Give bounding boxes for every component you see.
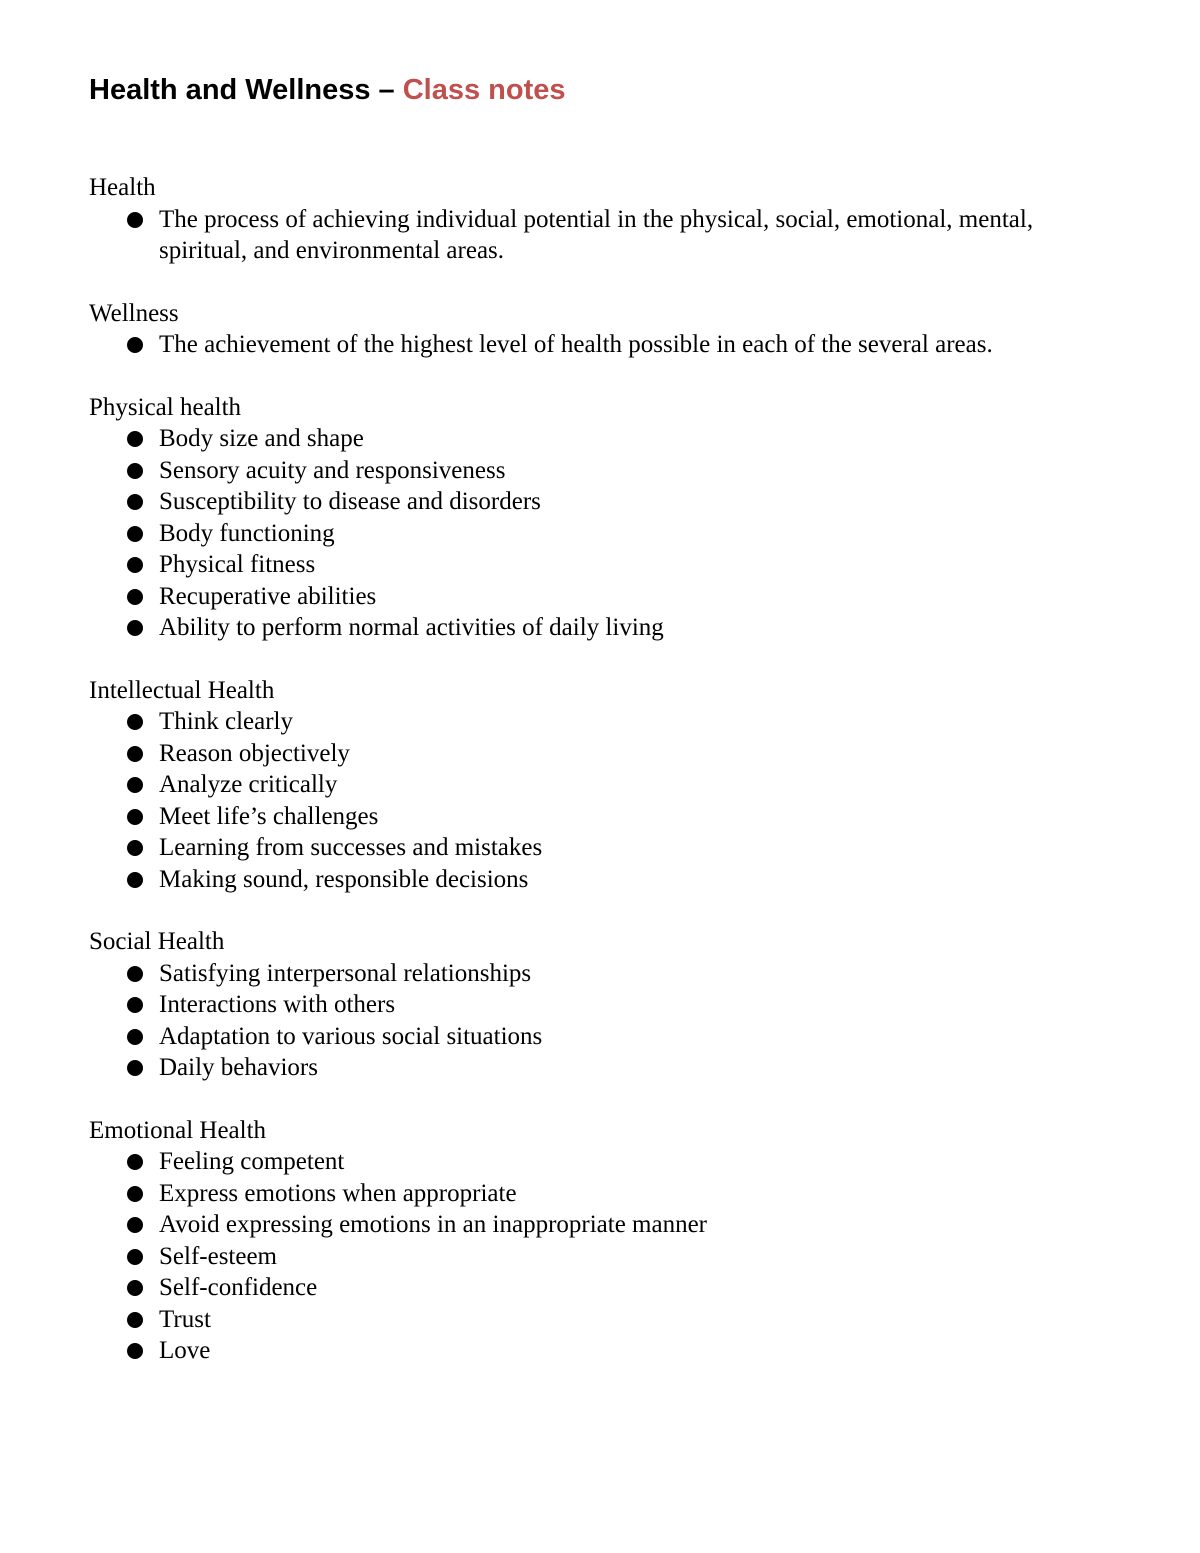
list-item-text: Learning from successes and mistakes xyxy=(159,834,543,861)
bullet-icon xyxy=(127,620,143,636)
list-item xyxy=(89,832,1119,864)
list-item xyxy=(89,549,1119,581)
list-item-text: Sensory acuity and responsiveness xyxy=(159,456,506,484)
section-heading: Health xyxy=(89,174,156,201)
bullet-icon xyxy=(127,1060,143,1076)
list-item-text: Interactions with others xyxy=(159,991,396,1018)
list-item xyxy=(89,486,1119,518)
list-item xyxy=(89,769,1119,801)
title-main: Health and Wellness – xyxy=(89,74,403,106)
section-heading: Emotional Health xyxy=(89,1116,267,1144)
list-item-text: Adaptation to various social situations xyxy=(159,1022,543,1050)
bullet-icon xyxy=(127,840,143,856)
list-item-text: Analyze critically xyxy=(159,771,338,798)
list-item-text: Ability to perform normal activities of daily living xyxy=(159,614,664,641)
list-item xyxy=(89,864,1119,896)
list-item xyxy=(89,455,1119,487)
section-wellness xyxy=(89,298,1119,361)
list-item xyxy=(89,1241,1119,1273)
list-item xyxy=(89,204,1119,267)
list-item-text: The process of achieving individual potential in the physical, social, emotional, mental, spiritual, and environmental areas. xyxy=(159,205,1034,264)
bullet-icon xyxy=(127,494,143,510)
list-item xyxy=(89,1304,1119,1336)
title-accent: Class notes xyxy=(402,74,566,106)
list-item xyxy=(89,518,1119,550)
bullet-icon xyxy=(127,777,143,793)
list-item xyxy=(89,1272,1119,1304)
list-item-text: Susceptibility to disease and disorders xyxy=(159,488,541,515)
list-item-text: Meet life’s challenges xyxy=(159,802,379,830)
list-item-text: Think clearly xyxy=(159,708,293,735)
bullet-icon xyxy=(127,1029,143,1045)
list-item-text: Love xyxy=(159,1337,211,1364)
list-item-text: Body size and shape xyxy=(159,425,364,452)
list-item xyxy=(89,1335,1119,1367)
list-item-text: Daily behaviors xyxy=(159,1054,318,1081)
bullet-icon xyxy=(127,557,143,573)
list-item-text: Trust xyxy=(159,1305,211,1333)
list-item xyxy=(89,801,1119,833)
list-item xyxy=(89,329,1119,361)
bullet-icon xyxy=(127,714,143,730)
bullet-list xyxy=(89,329,1119,361)
list-item xyxy=(89,706,1119,738)
bullet-icon xyxy=(127,463,143,479)
bullet-list xyxy=(89,423,1119,644)
list-item-text: Self-confidence xyxy=(159,1274,318,1301)
bullet-list xyxy=(89,204,1119,267)
section-intellectual-health xyxy=(89,675,1119,896)
list-item-text: Body functioning xyxy=(159,519,335,547)
bullet-icon xyxy=(127,431,143,447)
list-item xyxy=(89,1052,1119,1084)
bullet-list xyxy=(89,1146,1119,1367)
bullet-icon xyxy=(127,809,143,825)
bullet-icon xyxy=(127,1249,143,1265)
list-item-text: Recuperative abilities xyxy=(159,582,377,610)
bullet-icon xyxy=(127,1343,143,1359)
list-item xyxy=(89,612,1119,644)
list-item xyxy=(89,1146,1119,1178)
section-emotional-health xyxy=(89,1115,1119,1367)
section-heading: Social Health xyxy=(89,928,225,955)
list-item-text: Satisfying interpersonal relationships xyxy=(159,959,532,987)
list-item-text: Making sound, responsible decisions xyxy=(159,865,529,893)
document-page xyxy=(89,70,1119,1398)
bullet-icon xyxy=(127,589,143,605)
section-physical-health xyxy=(89,392,1119,644)
bullet-icon xyxy=(127,526,143,542)
list-item xyxy=(89,738,1119,770)
bullet-icon xyxy=(127,1312,143,1328)
list-item xyxy=(89,989,1119,1021)
bullet-icon xyxy=(127,1217,143,1233)
bullet-list xyxy=(89,706,1119,895)
bullet-icon xyxy=(127,1280,143,1296)
list-item xyxy=(89,958,1119,990)
section-health xyxy=(89,172,1119,267)
list-item-text: Self-esteem xyxy=(159,1242,278,1270)
list-item xyxy=(89,1178,1119,1210)
list-item-text: Avoid expressing emotions in an inappropriate manner xyxy=(159,1211,708,1238)
list-item-text: Feeling competent xyxy=(159,1148,345,1175)
bullet-icon xyxy=(127,1186,143,1202)
list-item xyxy=(89,581,1119,613)
list-item-text: Express emotions when appropriate xyxy=(159,1179,517,1207)
bullet-icon xyxy=(127,966,143,982)
bullet-icon xyxy=(127,337,143,353)
list-item-text: The achievement of the highest level of health possible in each of the several areas. xyxy=(159,331,993,358)
section-heading: Intellectual Health xyxy=(89,676,275,704)
page-title xyxy=(89,70,1119,110)
list-item xyxy=(89,1209,1119,1241)
section-heading: Physical health xyxy=(89,393,242,421)
list-item xyxy=(89,1021,1119,1053)
list-item-text: Reason objectively xyxy=(159,739,350,767)
bullet-icon xyxy=(127,872,143,888)
bullet-list xyxy=(89,958,1119,1084)
notes-body xyxy=(89,172,1119,1367)
list-item xyxy=(89,423,1119,455)
bullet-icon xyxy=(127,212,143,228)
list-item-text: Physical fitness xyxy=(159,551,316,578)
section-social-health xyxy=(89,926,1119,1084)
bullet-icon xyxy=(127,746,143,762)
section-heading: Wellness xyxy=(89,299,179,327)
bullet-icon xyxy=(127,1154,143,1170)
bullet-icon xyxy=(127,997,143,1013)
